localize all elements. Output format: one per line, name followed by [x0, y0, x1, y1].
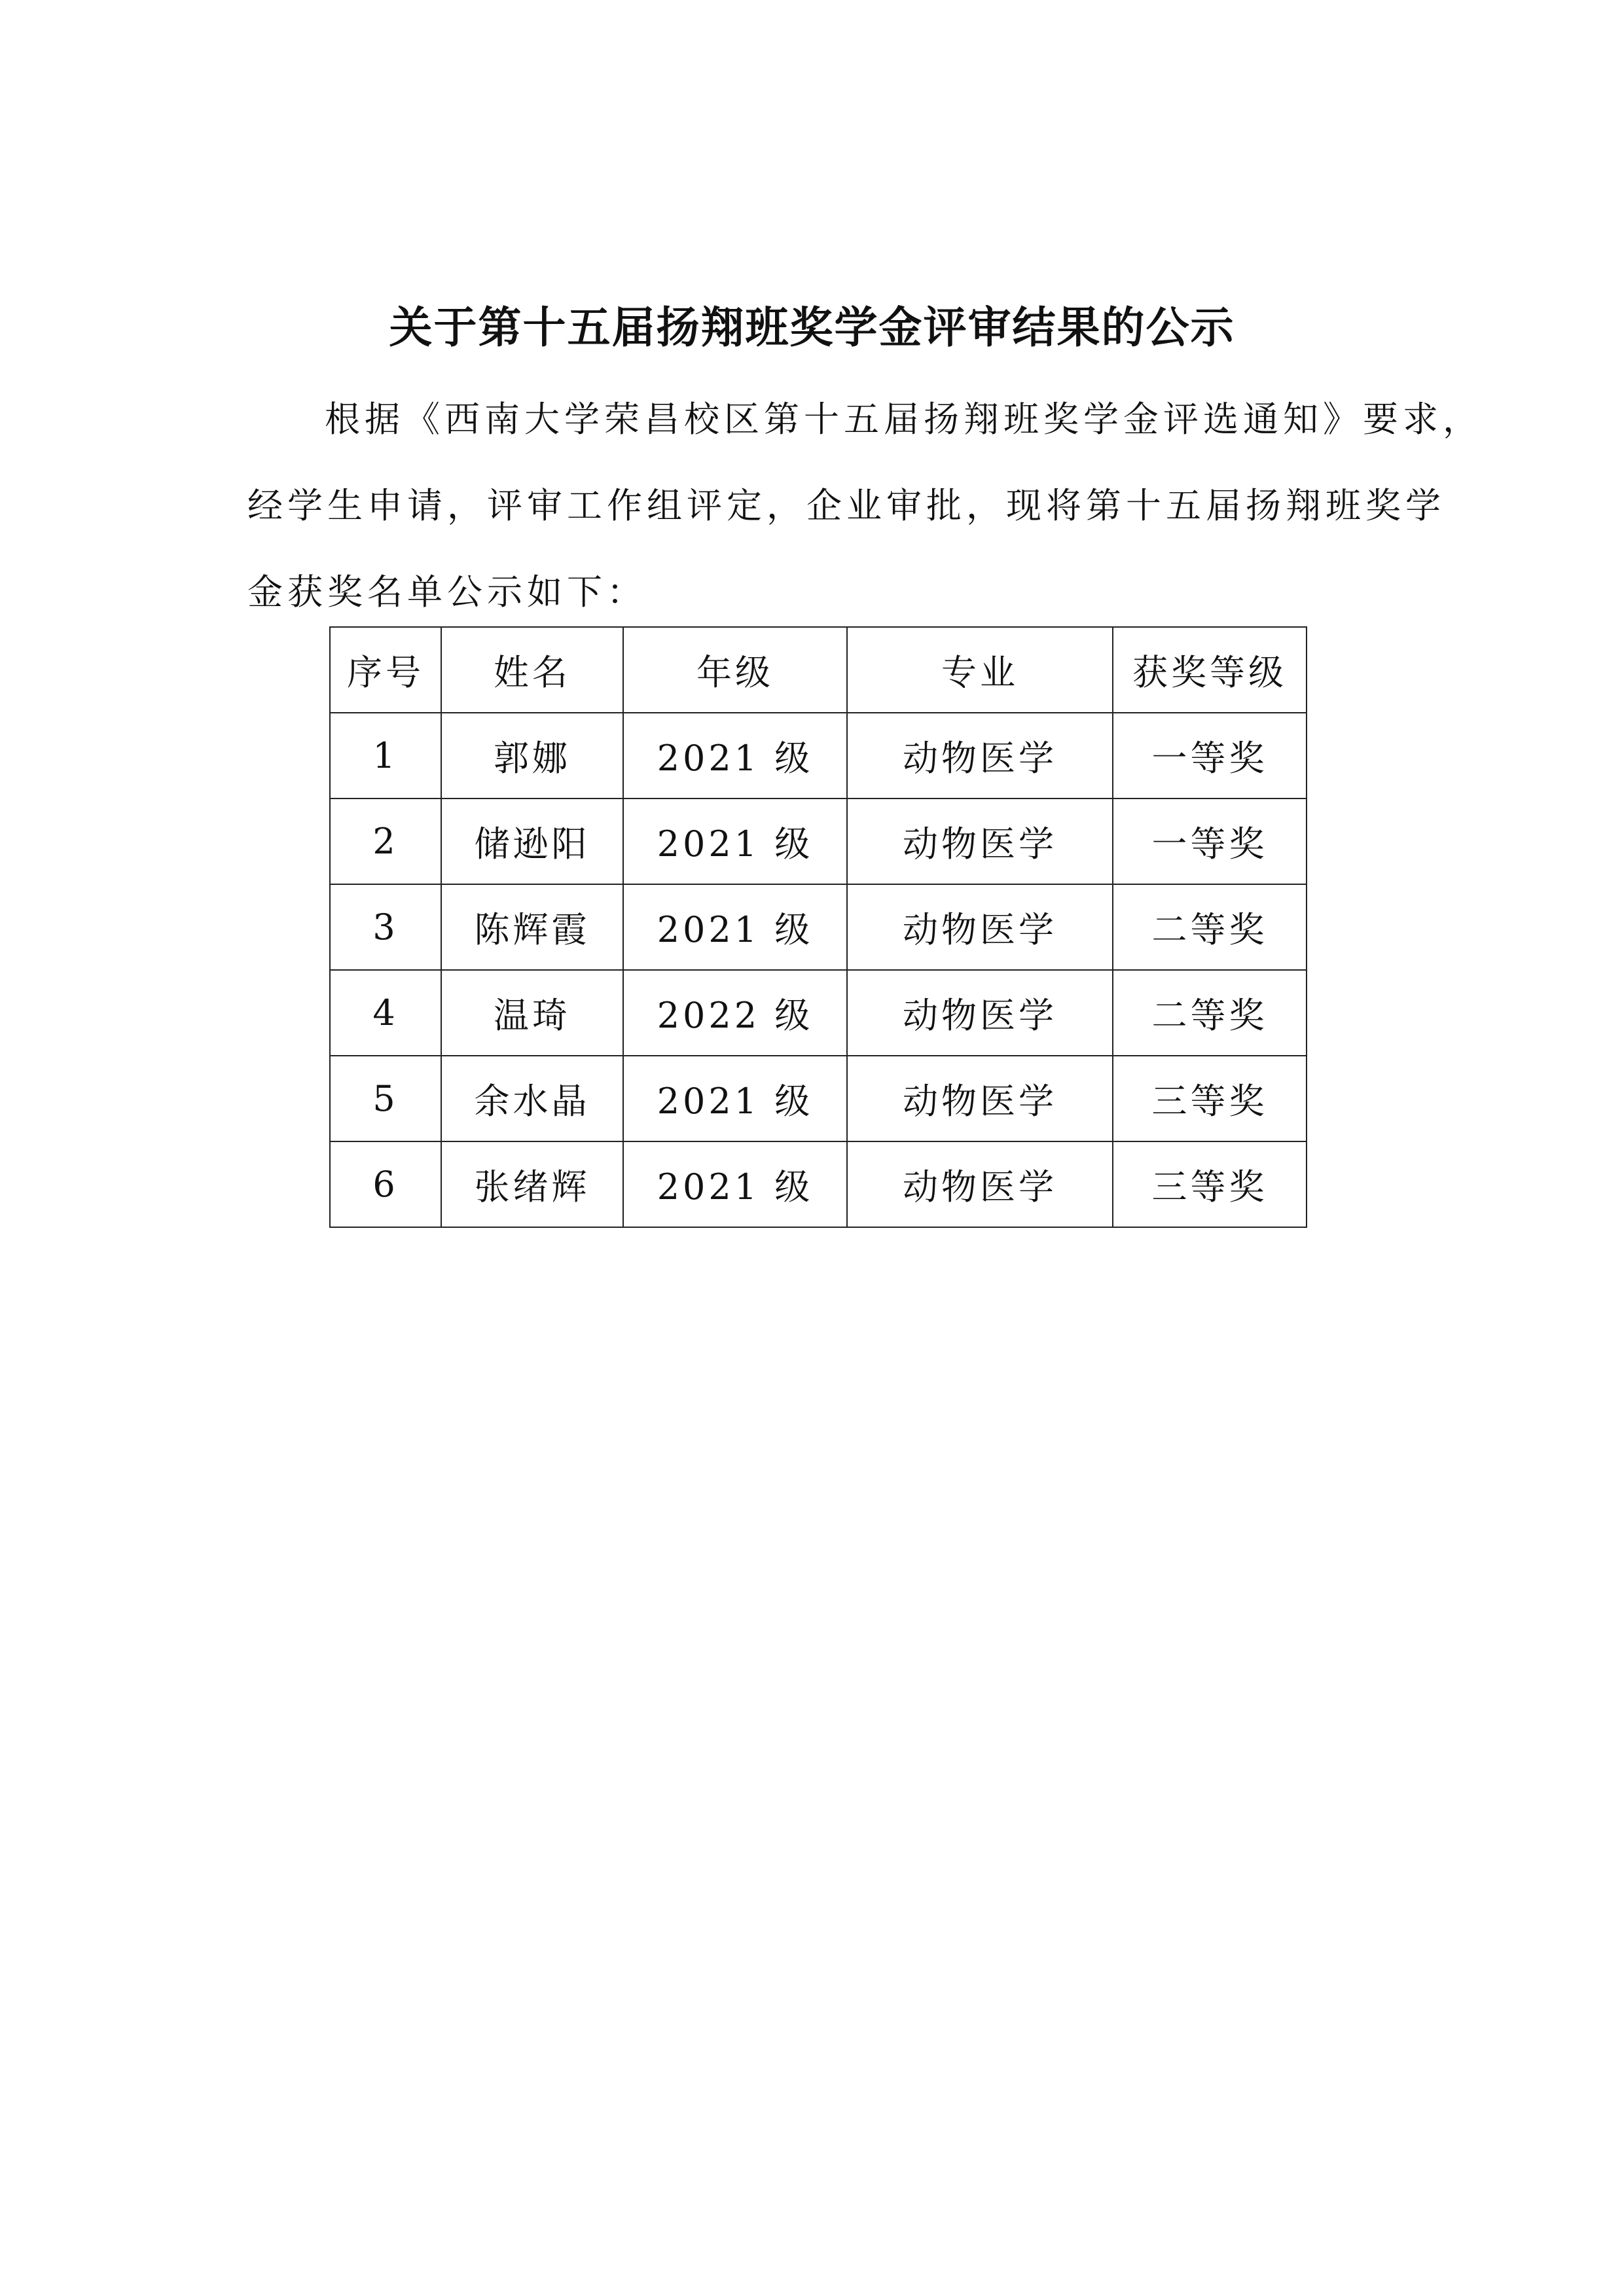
table-row: [330, 1141, 1307, 1227]
table-row: [330, 970, 1307, 1056]
cell-serial: 5: [330, 1056, 441, 1141]
header-major: 专业: [847, 627, 1113, 713]
cell-award-level: 二等奖: [1113, 970, 1307, 1056]
cell-serial: 4: [330, 970, 441, 1056]
table-row: [330, 798, 1307, 884]
cell-major: 动物医学: [847, 970, 1113, 1056]
cell-grade: 2021 级: [623, 884, 847, 970]
cell-name: 张绪辉: [441, 1141, 623, 1227]
header-grade: 年级: [623, 627, 847, 713]
cell-serial: 2: [330, 798, 441, 884]
cell-name: 陈辉霞: [441, 884, 623, 970]
paragraph-line-1: 根据《西南大学荣昌校区第十五届扬翔班奖学金评选通知》要求，: [325, 399, 1483, 440]
table-row: [330, 1056, 1307, 1141]
cell-major: 动物医学: [847, 798, 1113, 884]
cell-award-level: 三等奖: [1113, 1056, 1307, 1141]
cell-grade: 2021 级: [623, 713, 847, 798]
cell-name: 储逊阳: [441, 798, 623, 884]
cell-grade: 2021 级: [623, 798, 847, 884]
cell-name: 余水晶: [441, 1056, 623, 1141]
cell-major: 动物医学: [847, 884, 1113, 970]
cell-major: 动物医学: [847, 713, 1113, 798]
cell-award-level: 一等奖: [1113, 798, 1307, 884]
cell-grade: 2022 级: [623, 970, 847, 1056]
cell-major: 动物医学: [847, 1056, 1113, 1141]
cell-serial: 1: [330, 713, 441, 798]
cell-serial: 3: [330, 884, 441, 970]
table-row: [330, 884, 1307, 970]
cell-grade: 2021 级: [623, 1141, 847, 1227]
award-table: [329, 626, 1307, 1228]
cell-major: 动物医学: [847, 1141, 1113, 1227]
cell-serial: 6: [330, 1141, 441, 1227]
paragraph-line-2: 经学生申请，评审工作组评定，企业审批，现将第十五届扬翔班奖学: [247, 485, 1445, 526]
cell-award-level: 二等奖: [1113, 884, 1307, 970]
table-row: [330, 713, 1307, 798]
table-header-row: [330, 627, 1307, 713]
header-name: 姓名: [441, 627, 623, 713]
cell-award-level: 三等奖: [1113, 1141, 1307, 1227]
cell-award-level: 一等奖: [1113, 713, 1307, 798]
header-award-level: 获奖等级: [1113, 627, 1307, 713]
cell-name: 温琦: [441, 970, 623, 1056]
page-title: 关于第十五届扬翔班奖学金评审结果的公示: [389, 302, 1235, 353]
cell-name: 郭娜: [441, 713, 623, 798]
announcement-paragraph: [247, 376, 1483, 636]
paragraph-line-3: 金获奖名单公示如下：: [247, 571, 647, 613]
cell-grade: 2021 级: [623, 1056, 847, 1141]
header-serial: 序号: [330, 627, 441, 713]
